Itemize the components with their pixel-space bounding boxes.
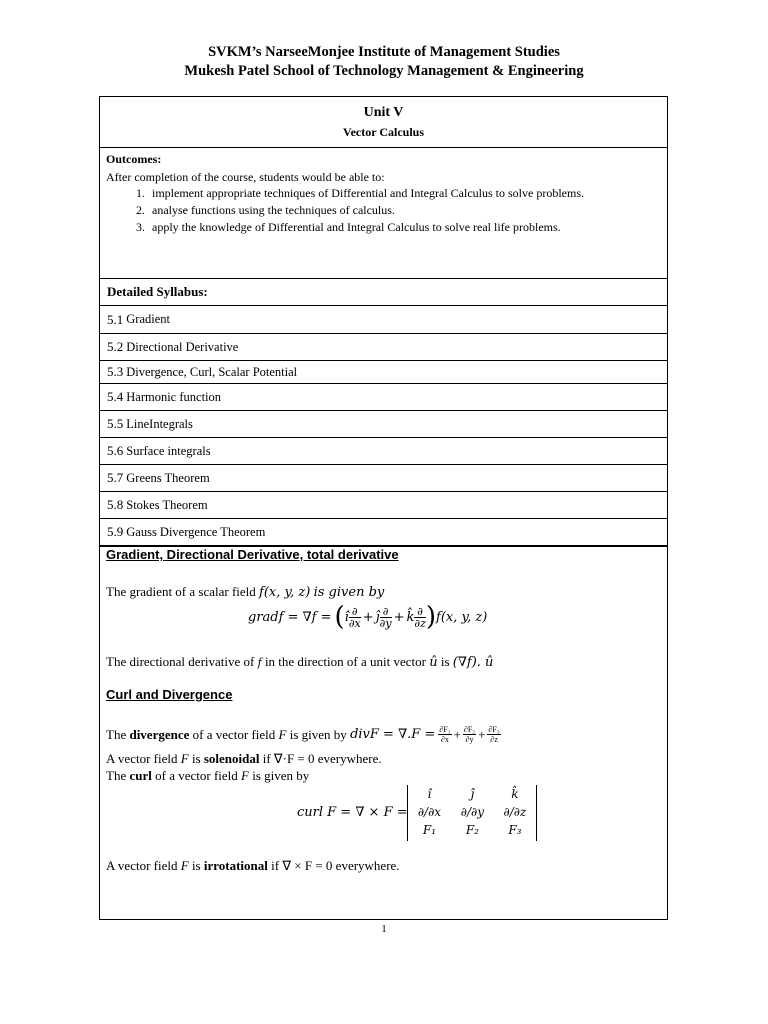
matrix-cell: F₃ [508, 823, 522, 837]
solenoidal-tail: if ∇·F = 0 everywhere. [262, 751, 382, 766]
outcomes-box [99, 147, 668, 279]
directional-f: f [257, 656, 262, 669]
syllabus-item [99, 411, 668, 438]
dF3-dz-fraction: $\frac{\text{∂F₃}}{\partial z}$ [488, 725, 500, 744]
irrot-is: is [191, 858, 201, 873]
syllabus-item-number: 5.1 [107, 311, 124, 327]
directional-is: is [440, 654, 450, 669]
j-hat: ĵ [375, 609, 380, 625]
gradient-function: f(x, y, z) [259, 585, 311, 600]
matrix-cell: k̂ [511, 787, 519, 801]
divergence-term: divergence [129, 726, 190, 742]
solenoidal-F: F [180, 751, 189, 766]
syllabus-item-label: Stokes Theorem [126, 497, 208, 512]
syllabus-item-number: 5.9 [107, 524, 124, 539]
solenoidal-term: solenoidal [203, 751, 260, 766]
divergence-text [106, 725, 501, 744]
k-hat: k̂ [406, 609, 415, 625]
dF1-dx-fraction: $\frac{\text{∂F₁}}{\partial x}$ [439, 725, 451, 744]
gradient-formula [248, 599, 487, 635]
outcome-item: 3. apply the knowledge of Differential and Integral Calculus to solve real life problems. [148, 220, 661, 235]
syllabus-item [99, 438, 668, 465]
gradient-text-lead: The gradient of a scalar field [106, 584, 256, 599]
unit-vector-u: û [429, 655, 438, 670]
syllabus-item [99, 306, 668, 334]
outcome-item: 1. implement appropriate techniques of Differential and Integral Calculus to solve problems. [148, 186, 661, 201]
syllabus-item-number: 5.6 [107, 443, 124, 458]
matrix-cell: F₁ [422, 823, 437, 837]
matrix-cell: ∂/∂y [460, 805, 485, 819]
header-line-2: Mukesh Patel School of Technology Management & Engineering [184, 63, 584, 79]
plus-sign: + [362, 609, 374, 625]
matrix-cell: ∂/∂x [417, 805, 442, 819]
syllabus-item-number: 5.3 [107, 364, 124, 379]
directional-lead: The directional derivative of [106, 654, 255, 669]
matrix-cell: ĵ [470, 787, 475, 801]
irrotational-term: irrotational [203, 858, 268, 873]
solenoidal-text [106, 751, 382, 767]
syllabus-item [99, 361, 668, 384]
plus-sign: + [453, 726, 461, 742]
irrot-F: F [180, 858, 189, 873]
divergence-tail: is given by [289, 726, 347, 742]
curl-F: F [241, 768, 249, 783]
outcome-item: 2. analyse functions using the techniques of calculus. [148, 203, 661, 218]
plus-sign: + [478, 726, 486, 742]
matrix-cell: î [427, 787, 432, 801]
i-hat: î [344, 609, 349, 625]
syllabus-item [99, 492, 668, 519]
divergence-pre: The [106, 726, 127, 742]
solenoidal-pre: A vector field [106, 751, 178, 766]
gradient-formula-rhs: f(x, y, z) [436, 609, 488, 625]
syllabus-item [99, 519, 668, 546]
syllabus-item-label: Harmonic function [126, 389, 222, 404]
syllabus-item-label: Divergence, Curl, Scalar Potential [126, 364, 298, 379]
partial-x-fraction: $\frac{\partial}{\partial x}$ [348, 604, 361, 630]
syllabus-heading: Detailed Syllabus: [99, 278, 668, 306]
curl-mid: of a vector field [155, 768, 238, 783]
divergence-formula: divF = ∇.F = [350, 727, 436, 742]
directional-result: (∇f). û [452, 655, 494, 670]
syllabus-item-number: 5.5 [107, 416, 124, 431]
irrot-pre: A vector field [106, 858, 178, 873]
curl-determinant-table [408, 785, 536, 839]
syllabus-item [99, 334, 668, 361]
close-paren: ) [425, 602, 437, 632]
section-title-curl-divergence: Curl and Divergence [106, 687, 233, 702]
gradient-text [106, 584, 384, 600]
syllabus-item-number: 5.8 [107, 497, 124, 512]
curl-determinant [407, 785, 537, 841]
syllabus-item-label: Greens Theorem [126, 470, 210, 485]
syllabus-item [99, 384, 668, 411]
solenoidal-is: is [191, 751, 201, 766]
gradient-text-tail: is given by [313, 585, 385, 600]
syllabus-item-label: Surface integrals [126, 443, 211, 458]
header-line-1: SVKM’s NarseeMonjee Institute of Management Studies [208, 44, 560, 60]
section-title-gradient: Gradient, Directional Derivative, total derivative [106, 547, 399, 562]
irrotational-text [106, 858, 400, 874]
institute-header [0, 43, 768, 81]
directional-mid: in the direction of a unit vector [264, 654, 426, 669]
unit-title-box [99, 96, 668, 148]
divergence-mid: of a vector field [192, 726, 276, 742]
syllabus-item-number: 5.7 [107, 470, 124, 485]
divergence-F: F [278, 726, 287, 742]
outcomes-heading: Outcomes: [106, 152, 162, 166]
directional-derivative-text [106, 654, 493, 670]
outcomes-intro: After completion of the course, students would be able to: [106, 170, 385, 184]
unit-subtitle: Vector Calculus [343, 125, 424, 139]
syllabus-item [99, 465, 668, 492]
curl-tail: is given by [252, 768, 310, 783]
curl-pre: The [106, 768, 127, 783]
syllabus-item-label: Gauss Divergence Theorem [126, 524, 266, 539]
dF2-dy-fraction: $\frac{\text{∂F₂}}{\partial y}$ [463, 725, 476, 744]
syllabus-item-label: LineIntegrals [126, 416, 193, 431]
syllabus-item-label: Gradient [126, 312, 170, 326]
partial-z-fraction: $\frac{\partial}{\partial z}$ [414, 604, 426, 630]
syllabus-item-number: 5.2 [107, 339, 124, 354]
unit-title: Unit V [363, 105, 404, 120]
partial-y-fraction: $\frac{\partial}{\partial y}$ [379, 604, 392, 630]
open-paren: ( [334, 602, 345, 632]
page-number: 1 [381, 923, 387, 935]
outcomes-list [106, 186, 661, 235]
curl-text [106, 768, 309, 784]
syllabus-item-label: Directional Derivative [126, 339, 239, 354]
gradient-formula-lhs: gradf = ∇f = [248, 609, 332, 625]
matrix-cell: ∂/∂z [503, 805, 527, 819]
matrix-cell: F₂ [465, 823, 479, 837]
curl-term: curl [129, 768, 152, 783]
syllabus-item-number: 5.4 [107, 389, 124, 404]
irrot-tail: if ∇ × F = 0 everywhere. [271, 858, 400, 873]
curl-formula: curl F = ∇ × F = [297, 805, 408, 820]
plus-sign: + [393, 609, 405, 625]
